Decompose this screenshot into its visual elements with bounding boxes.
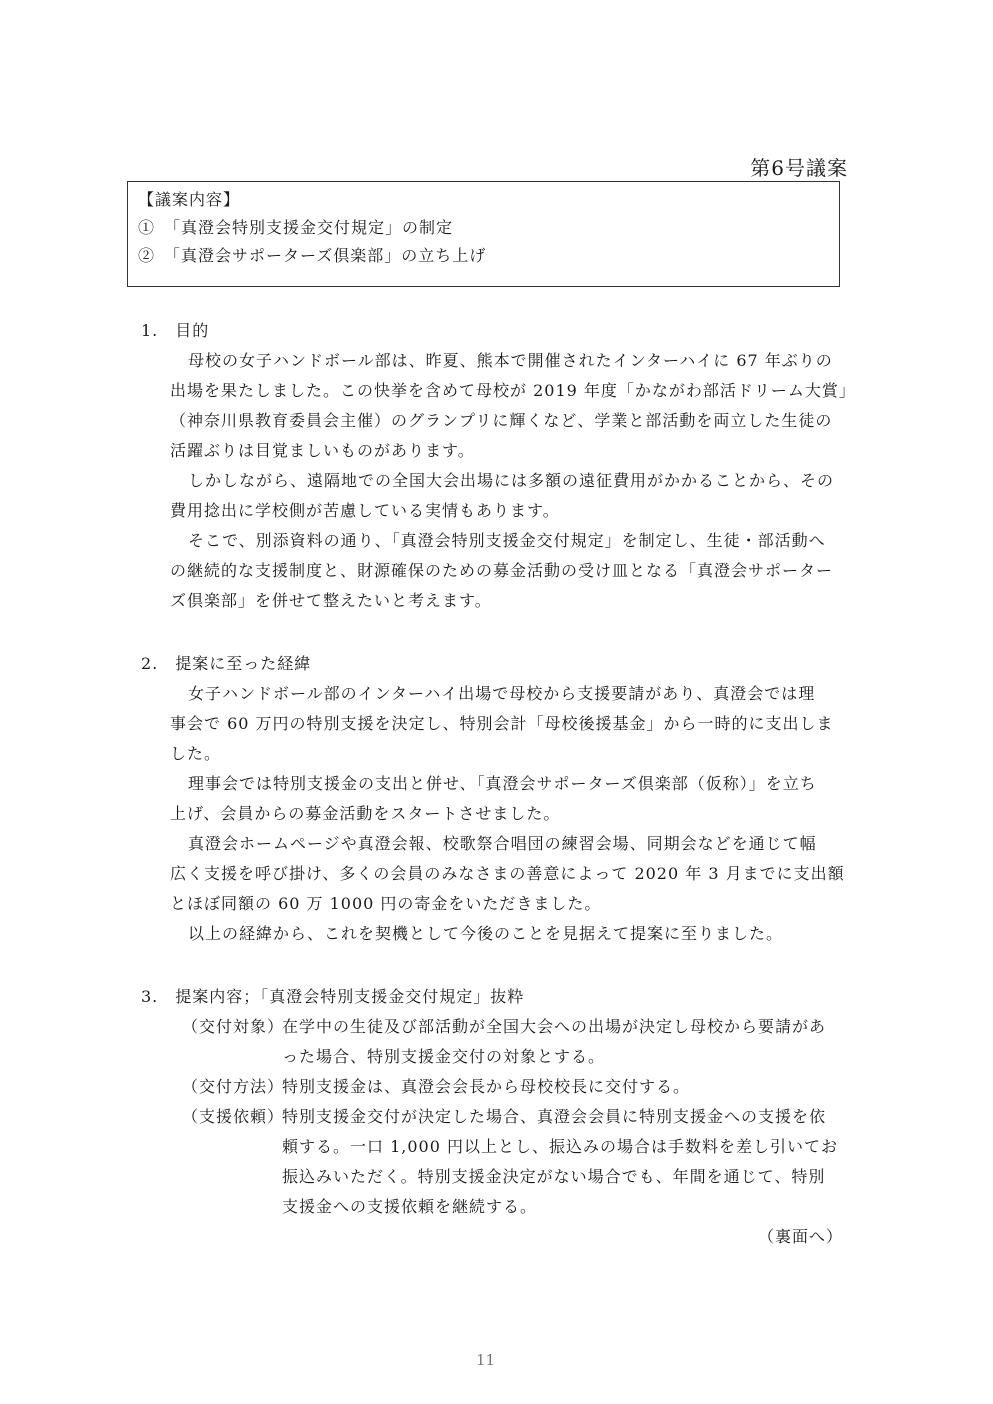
paragraph-line: 上げ、会員からの募金活動をスタートさせました。 bbox=[170, 804, 561, 823]
page-number: 11 bbox=[476, 1351, 496, 1369]
rule-text-line: 在学中の生徒及び部活動が全国大会への出場が決定し母校から要請があ bbox=[282, 1017, 827, 1036]
paragraph-line: の継続的な支援制度と、財源確保のための募金活動の受け皿となる「真澄会サポーター bbox=[170, 561, 834, 580]
paragraph-line: 以上の経緯から、これを契機として今後のことを見据えて提案に至りました。 bbox=[188, 924, 784, 943]
paragraph-line: 事会で 60 万円の特別支援を決定し、特別会計「母校後援基金」から一時的に支出しま bbox=[170, 714, 834, 733]
box-heading: 【議案内容】 bbox=[138, 190, 241, 209]
paragraph-line: 女子ハンドボール部のインターハイ出場で母校から支援要請があり、真澄会では理 bbox=[188, 684, 816, 703]
rule-text-line: 頼する。一口 1,000 円以上とし、振込みの場合は手数料を差し引いてお bbox=[282, 1137, 838, 1156]
box-item: ② 「真澄会サポーターズ倶楽部」の立ち上げ bbox=[138, 246, 487, 265]
paragraph-line: 活躍ぶりは目覚ましいものがあります。 bbox=[170, 441, 475, 460]
rule-text-line: 支援金への支援依頼を継続する。 bbox=[282, 1197, 538, 1216]
paragraph-line: とほぼ同額の 60 万 1000 円の寄金をいただきました。 bbox=[170, 894, 602, 913]
paragraph-line: 母校の女子ハンドボール部は、昨夏、熊本で開催されたインターハイに 67 年ぶりの bbox=[188, 351, 833, 370]
agenda-content-box bbox=[127, 181, 840, 287]
section-heading: 1. 目的 bbox=[141, 321, 210, 340]
rule-text-line: 特別支援金は、真澄会会長から母校校長に交付する。 bbox=[282, 1077, 691, 1096]
paragraph-line: した。 bbox=[170, 744, 222, 763]
rule-label: （交付対象） bbox=[182, 1017, 285, 1036]
continued-note: （裏面へ） bbox=[758, 1227, 844, 1246]
section-heading: 2. 提案に至った経緯 bbox=[141, 654, 312, 673]
box-item: ① 「真澄会特別支援金交付規定」の制定 bbox=[138, 218, 454, 237]
paragraph-line: 広く支援を呼び掛け、多くの会員のみなさまの善意によって 2020 年 3 月までに支出額 bbox=[170, 864, 845, 883]
rule-text-line: 振込みいただく。特別支援金決定がない場合でも、年間を通じて、特別 bbox=[282, 1167, 826, 1186]
paragraph-line: 真澄会ホームページや真澄会報、校歌祭合唱団の練習会場、同期会などを通じて幅 bbox=[188, 834, 817, 853]
paragraph-line: 出場を果たしました。この快挙を含めて母校が 2019 年度「かながわ部活ドリーム大賞」 bbox=[170, 381, 856, 400]
rule-label: （交付方法） bbox=[182, 1077, 285, 1096]
rule-text-line: 特別支援金交付が決定した場合、真澄会会員に特別支援金への支援を依 bbox=[282, 1107, 827, 1126]
section-heading: 3. 提案内容；「真澄会特別支援金交付規定」抜粋 bbox=[141, 987, 525, 1006]
paragraph-line: 理事会では特別支援金の支出と併せ、「真澄会サポーターズ倶楽部（仮称）」を立ち bbox=[188, 774, 817, 793]
paragraph-line: そこで、別添資料の通り、「真澄会特別支援金交付規定」を制定し、生徒・部活動へ bbox=[188, 531, 826, 550]
paragraph-line: ズ倶楽部」を併せて整えたいと考えます。 bbox=[170, 591, 492, 610]
document-title: 第6号議案 bbox=[750, 156, 848, 180]
paragraph-line: （神奈川県教育委員会主催）のグランプリに輝くなど、学業と部活動を両立した生徒の bbox=[170, 411, 833, 430]
rule-label: （支援依頼） bbox=[182, 1107, 285, 1126]
rule-text-line: った場合、特別支援金交付の対象とする。 bbox=[282, 1047, 606, 1066]
paragraph-line: しかしながら、遠隔地での全国大会出場には多額の遠征費用がかかることから、その bbox=[188, 471, 835, 490]
paragraph-line: 費用捻出に学校側が苦慮している実情もあります。 bbox=[170, 501, 560, 520]
